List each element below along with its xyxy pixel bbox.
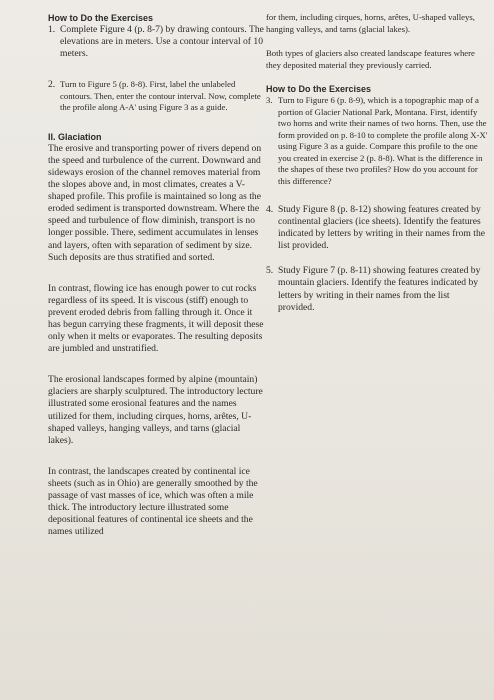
exercise-2 [48,79,266,114]
exercise-text: Turn to Figure 6 (p. 8-9), which is a topographic map of a portion of Glacier National Park, Montana. First, identify two horns and write their names of two horns. Then, use the form provided on p. 8-10 to complete the profile along X-X' using Figure 3 as a guide. Compare this profile to the one you created in exercise 2 (p. 8-8). What is the difference in the shapes of these two profiles? How do you account for this difference? [278,95,488,186]
exercise-4 [266,204,488,252]
exercise-3 [266,95,488,187]
exercise-1 [48,24,266,60]
paragraph-both-glaciers: Both types of glaciers also created landscape features where they deposited material they previously carried. [266,48,475,70]
left-column [48,12,266,538]
paragraph-rivers: The erosive and transporting power of rivers depend on the speed and turbulence of the current. Downward and sideways erosion of the channel removes material from the slopes above and, in most climates, creates a V-shaped profile. This profile is maintained so long as the eroded sediment is transported downstream. Where the speed and turbulence of flow diminish, transport is no longer possible. There, sediment accumulates in lenses and layers, often with separation of sediment by size. Such deposits are thus stratified and sorted. [48,142,262,263]
exercises-heading-2: How to Do the Exercises [266,84,372,94]
exercise-number: 2. [48,79,56,91]
exercise-number: 5. [266,265,274,277]
exercise-text: Study Figure 7 (p. 8-11) showing features created by mountain glaciers. Identify the features indicated by letters by writing in their names from the list provided. [278,265,481,313]
exercise-text: Study Figure 8 (p. 8-12) showing features created by continental glaciers (ice sheets). Identify the features indicated by letters by writing in their names from the list provided. [278,204,486,252]
exercises-heading: How to Do the Exercises [48,13,154,23]
paragraph-continental: In contrast, the landscapes created by continental ice sheets (such as in Ohio) are generally smoothed by the passage of vast masses of ice, which was often a mile thick. The introductory lecture illustrated some depositional features of continental ice sheets and the names utilized [48,465,258,538]
exercise-5 [266,265,488,313]
paragraph-alpine: The erosional landscapes formed by alpine (mountain) glaciers are sharply sculptured. The introductory lecture illustrated some erosional features and the names utilized for them, including cirques, horns, arêtes, U-shaped valleys, hanging valleys, and tarns (glacial lakes). [48,374,263,446]
exercise-text: Turn to Figure 5 (p. 8-8). First, label the unlabeled contours. Then, enter the contour interval. Now, complete the profile along A-A' using Figure 3 as a guide. [60,79,261,113]
exercise-text: Complete Figure 4 (p. 8-7) by drawing contours. The elevations are in meters. Use a contour interval of 10 meters. [60,24,264,60]
section-heading-glaciation: II. Glaciation [48,131,102,142]
paragraph-continued: for them, including cirques, horns, arêtes, U-shaped valleys, hanging valleys, and tarns (glacial lakes). [266,12,475,34]
exercise-number: 1. [48,24,56,35]
paragraph-ice: In contrast, flowing ice has enough power to cut rocks regardless of its speed. It is viscous (stiff) enough to prevent eroded debris from falling through it. Once it has begun carrying these fragments, it will deposit these only when it melts or evaporates. The resulting deposits are jumbled and unstratified. [48,282,264,355]
exercise-number: 3. [266,95,273,105]
exercise-number: 4. [266,204,274,215]
right-column [266,12,488,314]
